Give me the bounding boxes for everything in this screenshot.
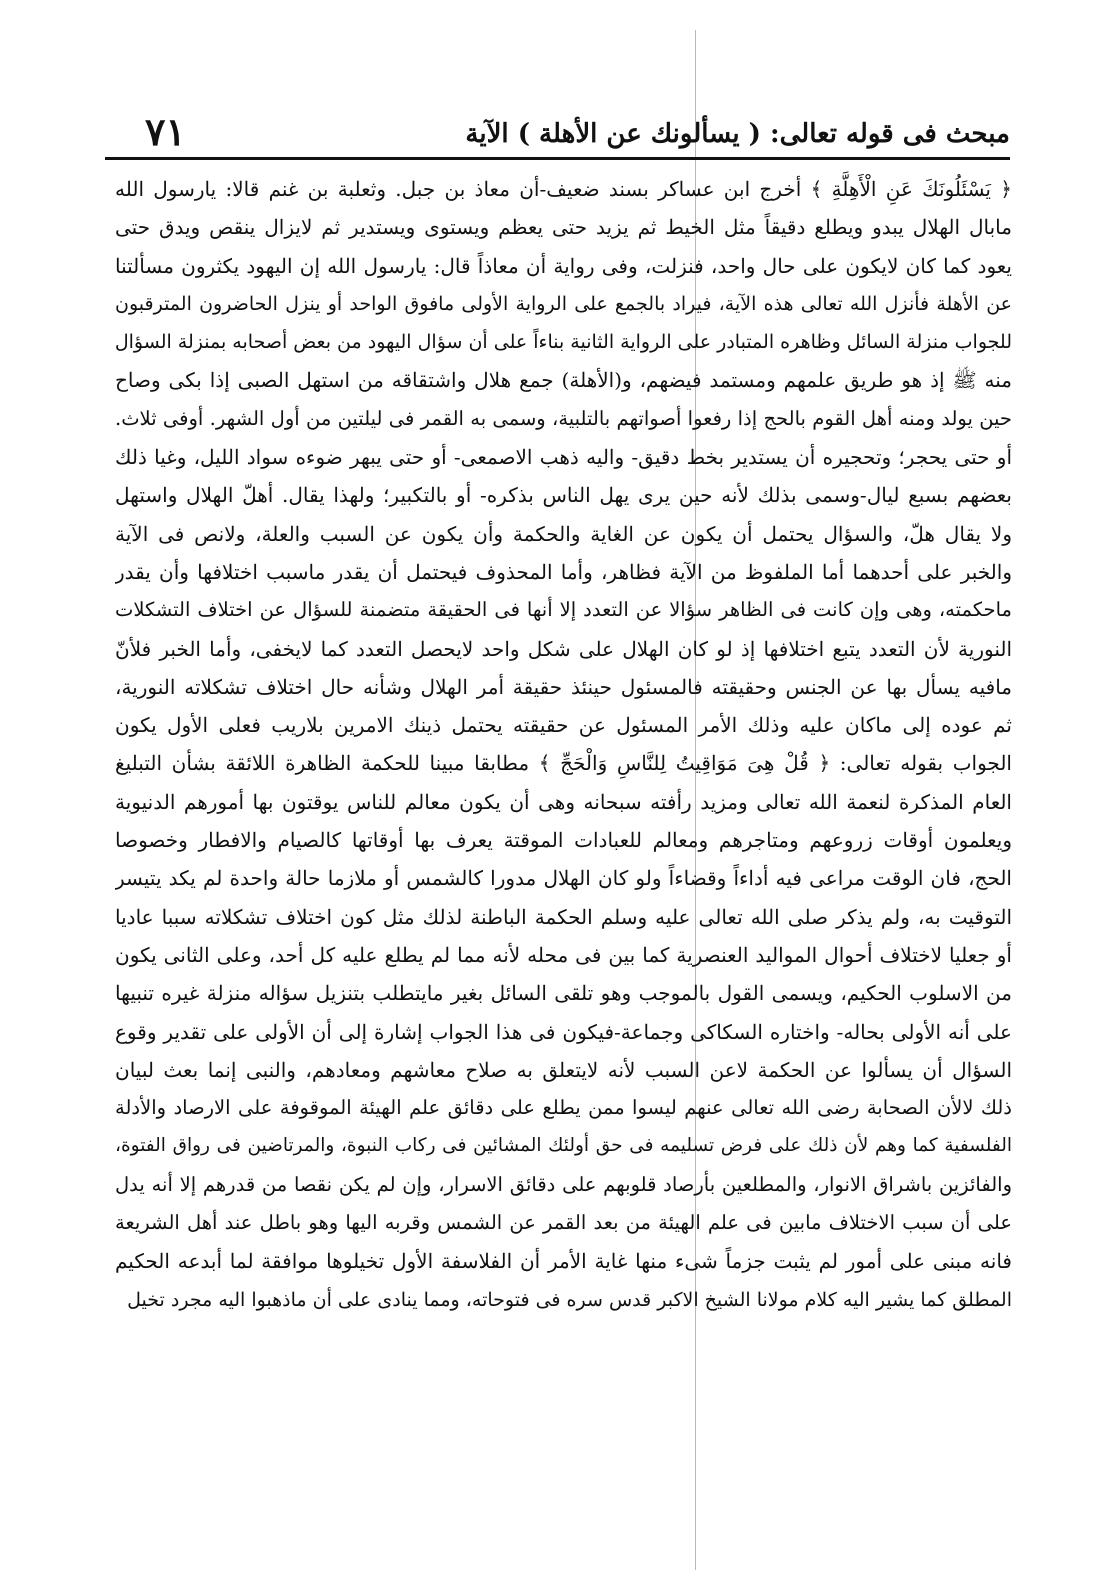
body-text [115,170,1012,1319]
text-line: أو حتى يحجر؛ وتحجيره أن يستدير بخط دقيق- واليه ذهب الاصمعى- أو حتى يبهر ضوءه سواد الليل، وغيا ذلك [115,445,1012,470]
running-title: مبحث فى قوله تعالى: ( يسألونك عن الأهلة ) الآية [465,119,1010,149]
text-line: أو جعليا لاختلاف أحوال المواليد العنصرية كما بين فى محله لأنه مما لم يطلع عليه كل أحد، وعلى الثانى يكون [115,942,1012,967]
text-line: فانه مبنى على أمور لم يثبت جزماً شىء منها غاية الأمر أن الفلاسفة الأول تخيلوها موافقة لما أبدعه الحكيم [115,1249,1012,1274]
page-number: ٧١ [145,109,186,154]
text-line: منه ﷺ إذ هو طريق علمهم ومستمد فيضهم، و(الأهلة) جمع هلال واشتقاقه من استهل الصبى إذا بكى وصاح [115,368,1012,393]
text-line: السؤال أن يسألوا عن الحكمة لاعن السبب لأنه لايتعلق به صلاح معاشهم ومعادهم، والنبى إنما بعث لبيان [115,1057,1012,1082]
text-line: الجواب بقوله تعالى: ﴿ قُلْ هِىَ مَوَاقِيتُ لِلنَّاسِ وَالْحَجِّ ﴾ مطابقا مبينا للحكمة الظاهرة اللائقة بشأن التبليغ [115,751,1012,776]
text-line: النورية لأن التعدد يتبع اختلافها إذ لو كان الهلال على شكل واحد لايحصل التعدد كما لايخفى، وأما الخبر فلأنّ [115,636,1012,661]
page-header [105,108,1010,156]
header-rule [105,157,1010,160]
text-line: مابال الهلال يبدو ويطلع دقيقاً مثل الخيط ثم يزيد حتى يعظم ويستوى ويستدير ثم لايزال ينقص ويدق حتى [115,215,1012,240]
text-line: ثم عوده إلى ماكان عليه وذلك الأمر المسئول عن حقيقته يحتمل ذينك الامرين بلاريب فعلى الأول يكون [115,713,1012,738]
text-line: حين يولد ومنه أهل القوم بالحج إذا رفعوا أصواتهم بالتلبية، وسمى به القمر فى ليلتين من أول الشهر. أوفى ثلاث. [115,406,1012,430]
text-line: للجواب منزلة السائل وظاهره المتبادر على الرواية الثانية بناءاً على أن سؤال اليهود من بعض أصحابه بمنزلة السؤال [115,331,1012,354]
text-line: ولا يقال هلّ، والسؤال يحتمل أن يكون عن الغاية والحكمة وأن يكون عن السبب والعلة، ولانص فى الآية [115,521,1012,546]
text-line: والفائزين باشراق الانوار، والمطلعين بأرصاد قلوبهم على دقائق الاسرار، وإن لم يكن نقصا من قدرهم إلا أنه يدل [115,1172,1012,1196]
text-line: ﴿ يَسْئَلُونَكَ عَنِ الْأَهِلَّةِ ﴾ أخرج ابن عساكر بسند ضعيف-أن معاذ بن جبل. وثعلبة بن غنم قالا: يارسول الله [115,177,1012,201]
text-line: مافيه يسأل بها عن الجنس وحقيقته فالمسئول حينئذ حقيقة أمر الهلال وشأنه حال اختلاف تشكلاته النورية، [115,674,1012,699]
text-line: الحج، فان الوقت مراعى فيه أداءاً وقضاءاً ولو كان الهلال مدورا كالشمس أو ملازما حالة واحدة لم يكد يتيسر [115,866,1012,891]
text-line: العام المذكرة لنعمة الله تعالى ومزيد رأفته سبحانه وهى أن يكون معالم للناس يوقتون بها أمورهم الدنيوية [115,789,1012,814]
text-line: ويعلمون أوقات زروعهم ومتاجرهم ومعالم للعبادات الموقتة يعرف بها أوقاتها كالصيام والافطار وخصوصا [115,828,1012,853]
text-line: على أنه الأولى بحاله- واختاره السكاكى وجماعة-فيكون فى هذا الجواب إشارة إلى أن الأولى على تقدير وقوع [115,1019,1012,1044]
text-line: التوقيت به، ولم يذكر صلى الله تعالى عليه وسلم الحكمة الباطنة لذلك مثل كون اختلاف تشكلاته سببا عاديا [115,904,1012,929]
text-line: على أن سبب الاختلاف مابين فى علم الهيئة من بعد القمر عن الشمس وقربه اليها وهو باطل عند أهل الشريعة [115,1211,1012,1235]
text-line: المطلق كما يشير اليه كلام مولانا الشيخ الاكبر قدس سره فى فتوحاته، ومما ينادى على أن ماذهبوا اليه مجرد تخيل [127,1288,1012,1311]
text-line: ماحكمته، وهى وإن كانت فى الظاهر سؤالا عن التعدد إلا أنها فى الحقيقة متضمنة للسؤال عن اختلاف التشكلات [115,598,1012,622]
text-line: الفلسفية كما وهم لأن ذلك على فرض تسليمه فى حق أولئك المشائين فى ركاب النبوة، والمرتاضين فى رواق الفتوة، [115,1135,1012,1157]
text-line: عن الأهلة فأنزل الله تعالى هذه الآية، فيراد بالجمع على الرواية الأولى مافوق الواحد أو ينزل الحاضرون المترقبون [115,292,1012,315]
text-line: والخبر على أحدهما أما الملفوظ من الآية فظاهر، وأما المحذوف فيحتمل أن يقدر ماسبب اختلافها وأن يقدر [115,559,1012,584]
text-line: بعضهم بسبع ليال-وسمى بذلك لأنه حين يرى يهل الناس بذكره- أو بالتكبير؛ ولهذا يقال. أهلّ الهلال واستهل [115,483,1012,508]
text-line: ذلك لالأن الصحابة رضى الله تعالى عنهم ليسوا ممن يطلع على دقائق علم الهيئة الموقوفة على الارصاد والأدلة [115,1096,1012,1120]
text-line: يعود كما كان لايكون على حال واحد، فنزلت، وفى رواية أن معاذاً قال: يارسول الله إن اليهود يكثرون مسألتنا [115,253,1012,278]
text-line: من الاسلوب الحكيم، ويسمى القول بالموجب وهو تلقى السائل بغير مايتطلب بتنزيل سؤاله منزلة غيره تنبيها [115,981,1012,1006]
